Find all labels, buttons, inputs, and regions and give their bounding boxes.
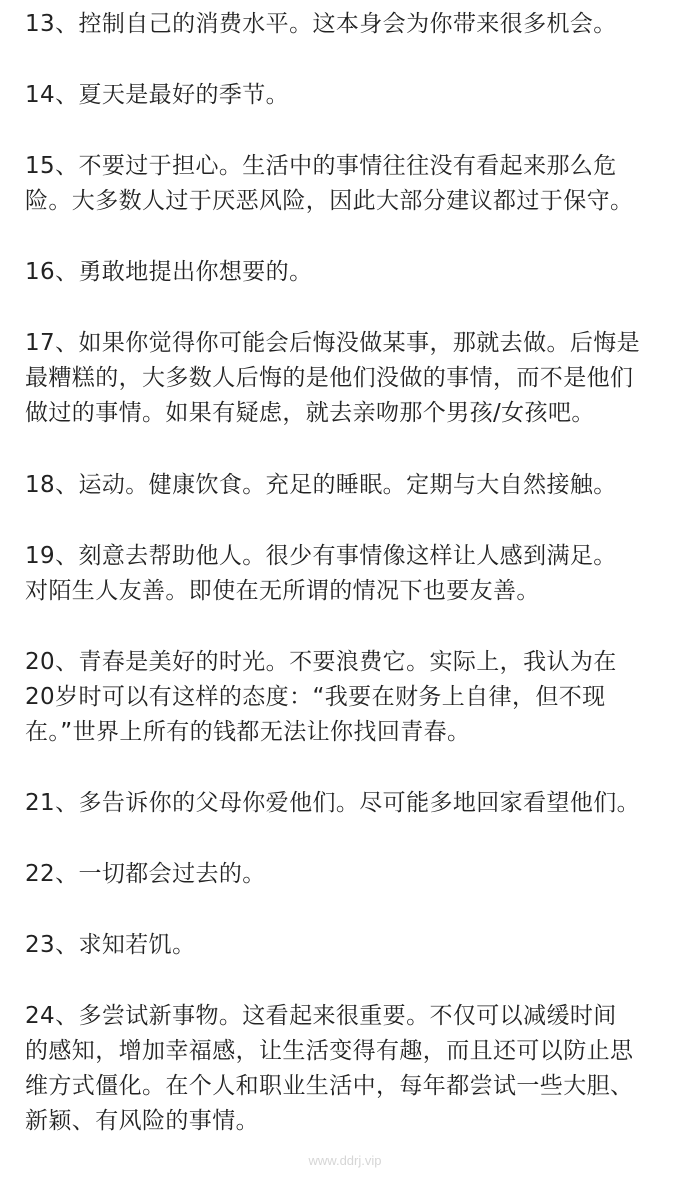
list-item	[25, 540, 680, 610]
list-item-line: 对陌生人友善。即使在无所谓的情况下也要友善。	[25, 578, 540, 604]
list-item-line: 维方式僵化。在个人和职业生活中，每年都尝试一些大胆、	[25, 1073, 634, 1099]
list-item-line: 在。”世界上所有的钱都无法让你找回青春。	[25, 719, 471, 745]
list-item-line: 16、勇敢地提出你想要的。	[25, 259, 313, 285]
list-item-line: 做过的事情。如果有疑虑，就去亲吻那个男孩/女孩吧。	[25, 400, 595, 426]
watermark: www.ddrj.vip	[308, 1153, 382, 1168]
list-item	[25, 929, 680, 964]
list-item-line: 18、运动。健康饮食。充足的睡眠。定期与大自然接触。	[25, 472, 617, 498]
list-item-line: 14、夏天是最好的季节。	[25, 82, 290, 108]
list-item	[25, 1000, 680, 1140]
list-item-line: 最糟糕的，大多数人后悔的是他们没做的事情，而不是他们	[25, 365, 634, 391]
list-item-line: 19、刻意去帮助他人。很少有事情像这样让人感到满足。	[25, 543, 617, 569]
list-item	[25, 327, 680, 432]
list-item-line: 22、一切都会过去的。	[25, 861, 266, 887]
list-item-line: 17、如果你觉得你可能会后悔没做某事，那就去做。后悔是	[25, 330, 641, 356]
list-item-line: 的感知，增加幸福感，让生活变得有趣，而且还可以防止思	[25, 1038, 634, 1064]
list-item	[25, 858, 680, 893]
list-item	[25, 256, 680, 291]
list-item	[25, 787, 680, 822]
list-item-line: 15、不要过于担心。生活中的事情往往没有看起来那么危	[25, 153, 617, 179]
list-item-line: 23、求知若饥。	[25, 932, 196, 958]
list-item-line: 21、多告诉你的父母你爱他们。尽可能多地回家看望他们。	[25, 790, 641, 816]
list-item	[25, 8, 680, 43]
list-item-line: 20、青春是美好的时光。不要浪费它。实际上，我认为在	[25, 649, 617, 675]
list-item-line: 20岁时可以有这样的态度：“我要在财务上自律，但不现	[25, 684, 606, 710]
list-item	[25, 469, 680, 504]
list-item-line: 新颖、有风险的事情。	[25, 1108, 259, 1134]
list-item-line: 险。大多数人过于厌恶风险，因此大部分建议都过于保守。	[25, 188, 634, 214]
list-item	[25, 79, 680, 114]
list-item-line: 24、多尝试新事物。这看起来很重要。不仅可以减缓时间	[25, 1003, 617, 1029]
list-item-line: 13、控制自己的消费水平。这本身会为你带来很多机会。	[25, 11, 617, 37]
list-item	[25, 646, 680, 751]
list-item	[25, 150, 680, 220]
